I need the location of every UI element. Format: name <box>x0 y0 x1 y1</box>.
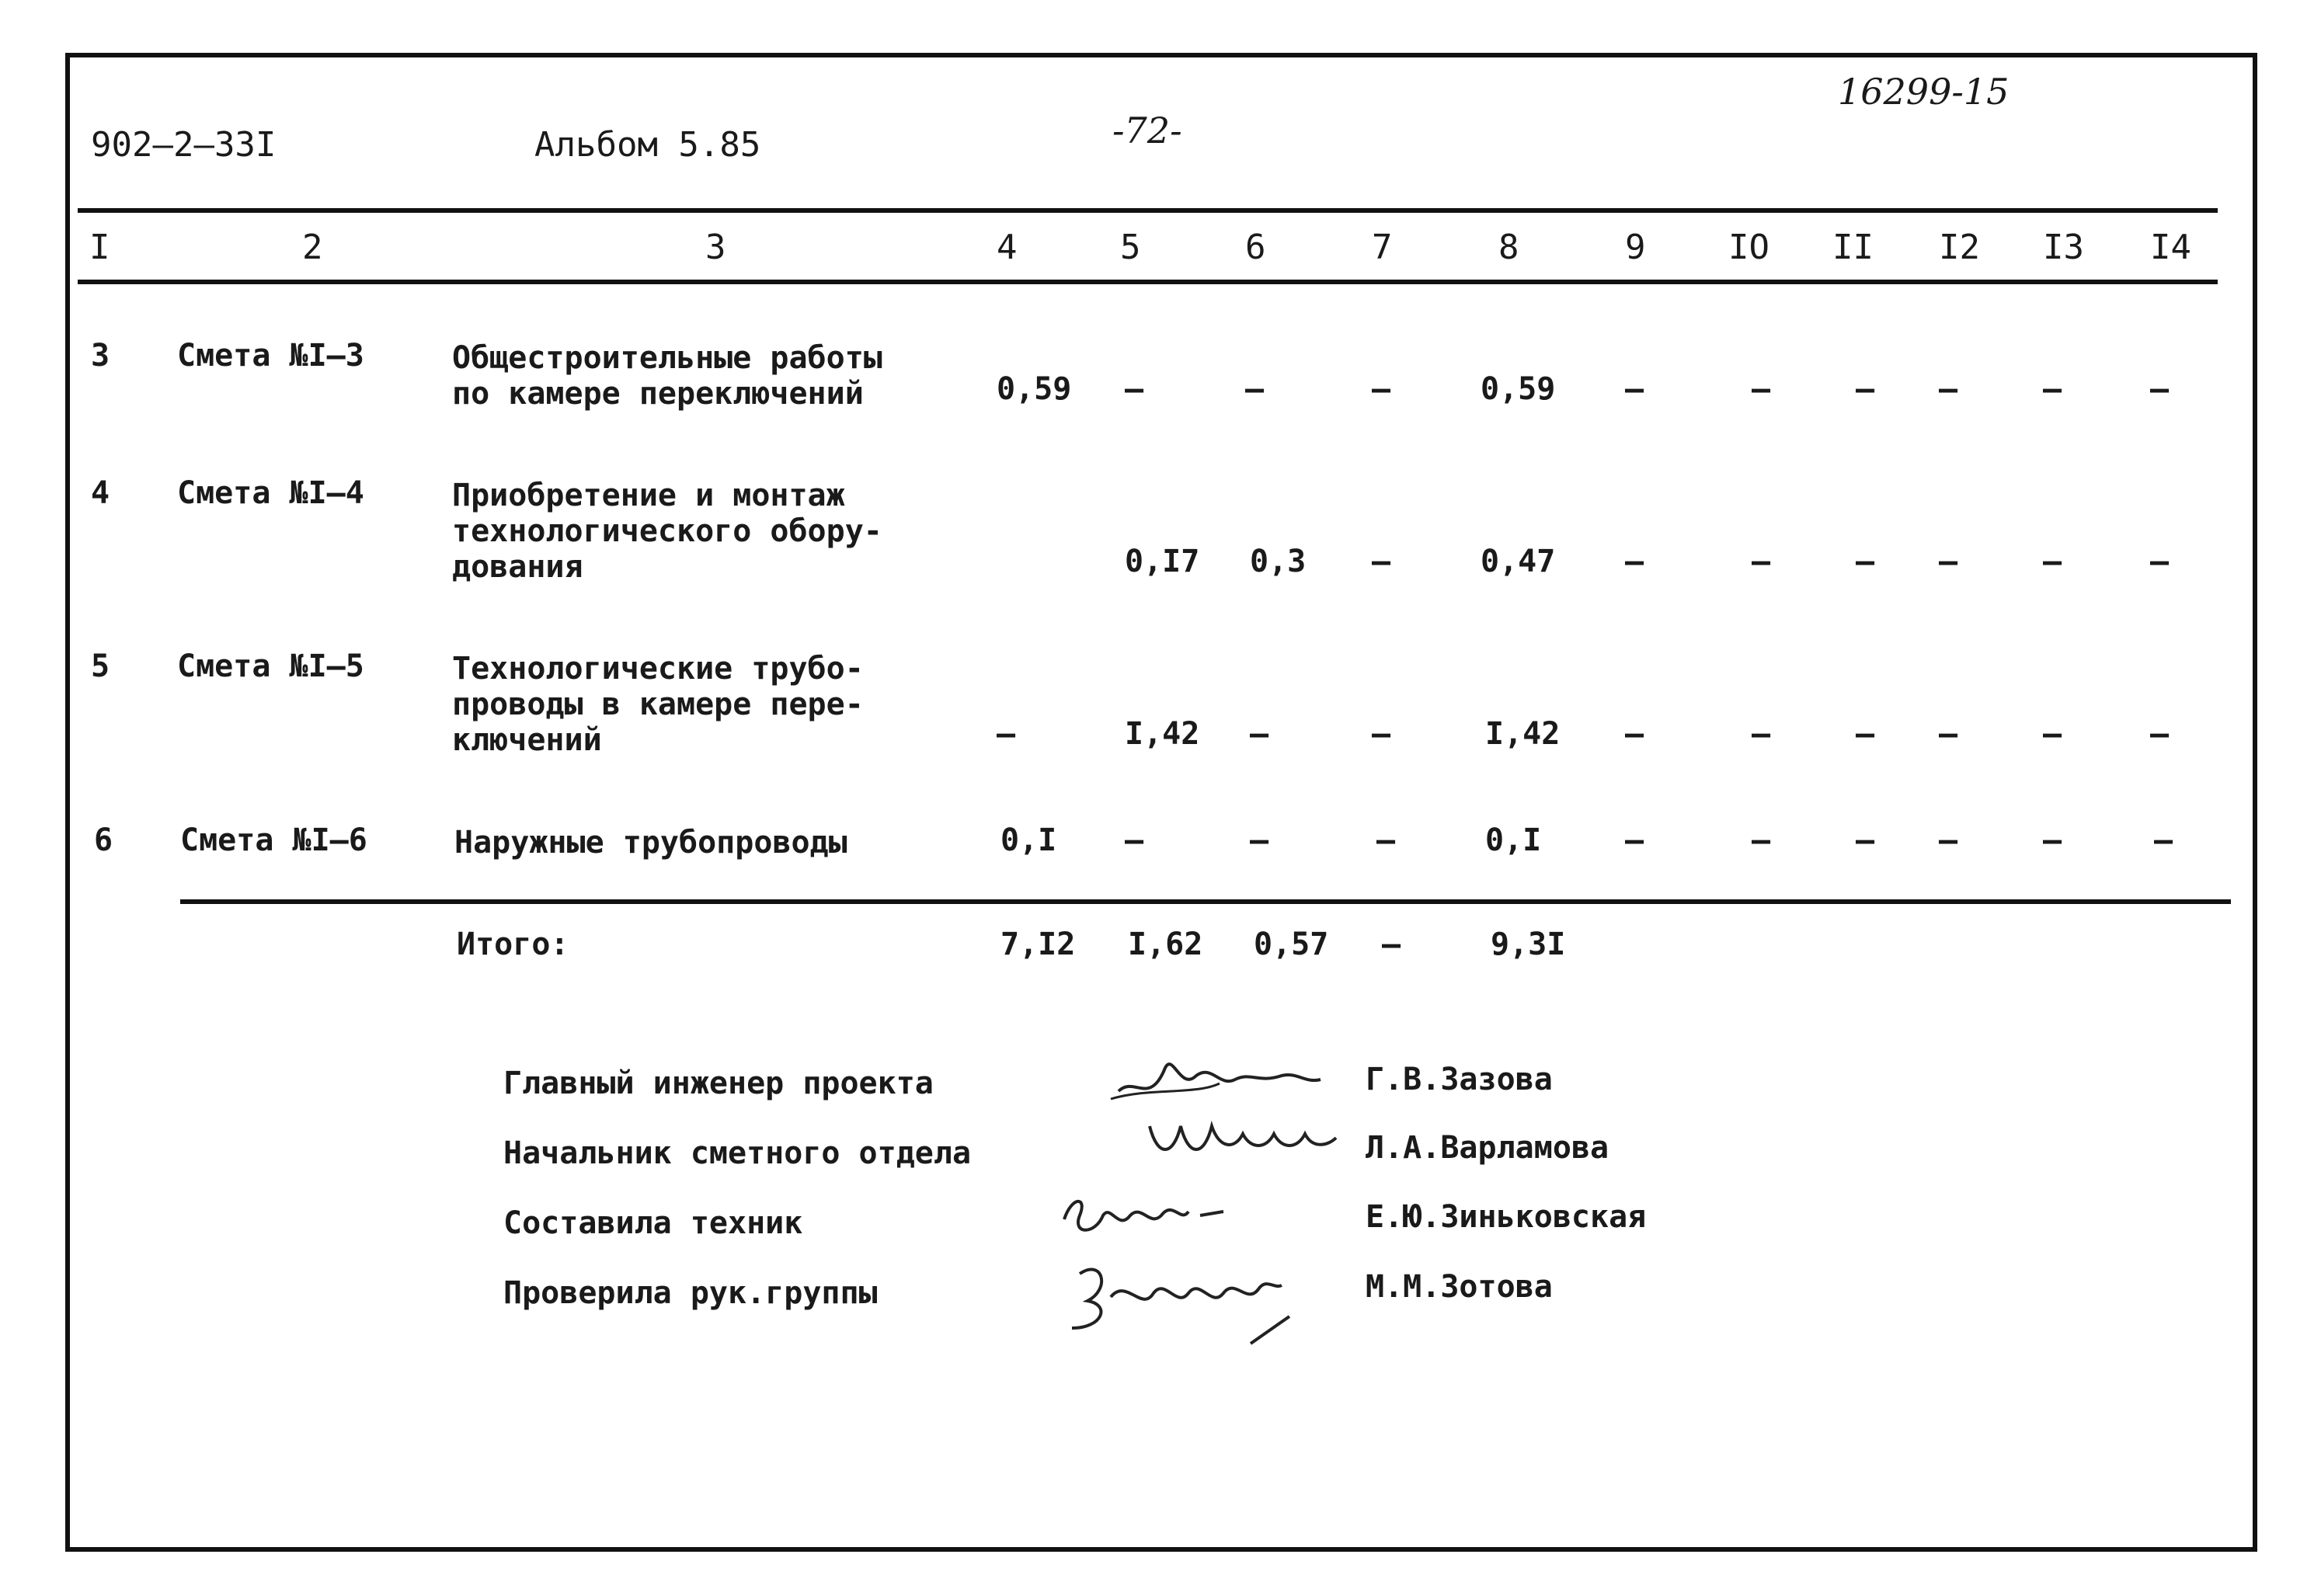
estimate-ref: Смета №I–4 <box>177 475 364 511</box>
cell-col13: – <box>2043 544 2062 579</box>
column-header: I3 <box>2043 228 2084 267</box>
column-header: I <box>89 228 110 267</box>
column-header: II <box>1832 228 1874 267</box>
signatory-name: Г.В.Зазова <box>1366 1062 1553 1097</box>
cell-col7: – <box>1372 544 1391 579</box>
estimate-ref: Смета №I–3 <box>177 338 364 374</box>
cell-col9: – <box>1625 371 1644 407</box>
cell-col14: – <box>2150 371 2170 407</box>
handwritten-reference: 16299-15 <box>1838 71 2010 113</box>
column-header: 9 <box>1625 228 1646 267</box>
total-col5: I,62 <box>1128 927 1203 962</box>
total-rule <box>180 899 2231 904</box>
album-label: Альбом 5.85 <box>534 125 761 165</box>
cell-col6: – <box>1250 822 1269 858</box>
column-header: 2 <box>302 228 323 267</box>
cell-col11: – <box>1856 716 1875 752</box>
cell-col11: – <box>1856 822 1875 858</box>
cell-col7: – <box>1372 371 1391 407</box>
cell-col4: 0,I <box>1000 822 1057 858</box>
cell-col8: 0,47 <box>1481 544 1556 579</box>
row-number: 4 <box>91 475 110 511</box>
cell-col13: – <box>2043 822 2062 858</box>
column-header: IO <box>1728 228 1769 267</box>
row-description: Технологические трубо- проводы в камере пере- ключений <box>452 651 864 758</box>
cell-col14: – <box>2154 822 2173 858</box>
estimate-ref: Смета №I–6 <box>180 822 367 858</box>
cell-col14: – <box>2150 544 2170 579</box>
document-code: 902–2–33I <box>91 125 277 165</box>
cell-col5: I,42 <box>1125 716 1200 752</box>
cell-col6: – <box>1250 716 1269 752</box>
estimate-ref: Смета №I–5 <box>177 648 364 684</box>
signatory-role: Начальник сметного отдела <box>503 1135 972 1171</box>
total-col4: 7,I2 <box>1000 927 1076 962</box>
cell-col5: – <box>1125 371 1144 407</box>
cell-col13: – <box>2043 716 2062 752</box>
cell-col9: – <box>1625 716 1644 752</box>
cell-col8: 0,I <box>1485 822 1542 858</box>
cell-col5: 0,I7 <box>1125 544 1200 579</box>
column-header: 6 <box>1245 228 1266 267</box>
signatory-role: Составила техник <box>503 1205 803 1241</box>
column-header: 3 <box>705 228 726 267</box>
column-header: I2 <box>1939 228 1980 267</box>
column-header: 4 <box>997 228 1018 267</box>
cell-col4: – <box>997 716 1016 752</box>
row-description: Приобретение и монтаж технологического обору- дования <box>452 478 882 585</box>
signatory-role: Главный инженер проекта <box>503 1066 934 1101</box>
column-header: 8 <box>1498 228 1519 267</box>
cell-col12: – <box>1939 822 1958 858</box>
page-number: -72- <box>1112 110 1182 151</box>
column-header: 7 <box>1372 228 1393 267</box>
cell-col6: – <box>1245 371 1265 407</box>
column-header: 5 <box>1120 228 1141 267</box>
cell-col12: – <box>1939 544 1958 579</box>
cell-col12: – <box>1939 716 1958 752</box>
row-description: Наружные трубопроводы <box>454 825 847 861</box>
cell-col8: 0,59 <box>1481 371 1556 407</box>
cell-col10: – <box>1752 544 1771 579</box>
signatory-role: Проверила рук.группы <box>503 1275 878 1311</box>
cell-col7: – <box>1376 822 1396 858</box>
header-rule-bottom <box>78 280 2218 284</box>
cell-col7: – <box>1372 716 1391 752</box>
cell-col11: – <box>1856 371 1875 407</box>
cell-col9: – <box>1625 822 1644 858</box>
total-col8: 9,3I <box>1491 927 1566 962</box>
signatory-name: Е.Ю.Зиньковская <box>1366 1199 1647 1235</box>
cell-col10: – <box>1752 716 1771 752</box>
cell-col4: 0,59 <box>997 371 1072 407</box>
cell-col13: – <box>2043 371 2062 407</box>
header-rule-top <box>78 208 2218 213</box>
signatory-name: Л.А.Варламова <box>1366 1130 1609 1166</box>
cell-col5: – <box>1125 822 1144 858</box>
cell-col8: I,42 <box>1485 716 1561 752</box>
cell-col10: – <box>1752 822 1771 858</box>
handwritten-signature <box>1134 1103 1352 1180</box>
total-col6: 0,57 <box>1254 927 1329 962</box>
row-number: 5 <box>91 648 110 684</box>
cell-col14: – <box>2150 716 2170 752</box>
row-number: 6 <box>94 822 113 858</box>
cell-col12: – <box>1939 371 1958 407</box>
total-col7: – <box>1382 927 1401 962</box>
cell-col9: – <box>1625 544 1644 579</box>
cell-col11: – <box>1856 544 1875 579</box>
row-number: 3 <box>91 338 110 374</box>
cell-col10: – <box>1752 371 1771 407</box>
column-header: I4 <box>2150 228 2191 267</box>
total-label: Итого: <box>457 927 569 962</box>
row-description: Общестроительные работы по камере переключений <box>452 340 882 412</box>
cell-col6: 0,3 <box>1250 544 1307 579</box>
signatory-name: М.М.Зотова <box>1366 1269 1553 1305</box>
handwritten-signature <box>1056 1243 1321 1359</box>
handwritten-signature <box>1056 1180 1243 1250</box>
